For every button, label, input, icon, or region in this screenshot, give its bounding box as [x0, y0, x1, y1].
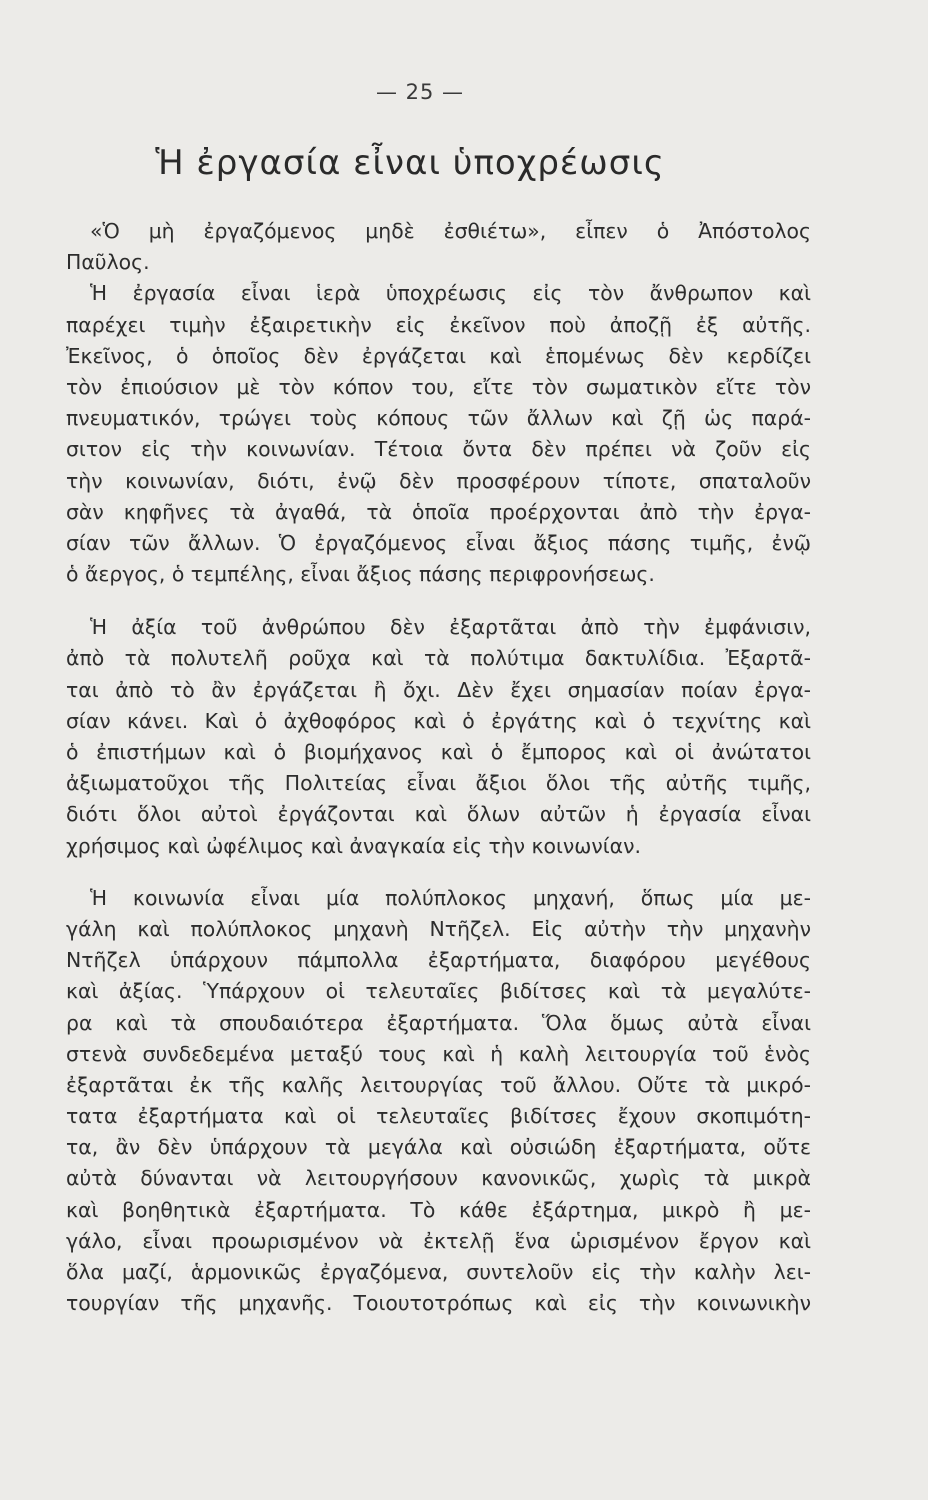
text-line: σίαν τῶν ἄλλων. Ὁ ἐργαζόμενος εἶναι ἄξιος πάσης τιμῆς, ἐνῷ	[66, 530, 811, 555]
paragraph-1	[66, 216, 811, 278]
body-text	[66, 216, 811, 1319]
page-number: — 25 —	[375, 80, 465, 104]
text-line: τὴν κοινωνίαν, διότι, ἐνῷ δὲν προσφέρουν τίποτε, σπαταλοῦν	[66, 468, 811, 493]
paragraph-gap	[66, 862, 811, 883]
text-line: σίαν κάνει. Καὶ ὁ ἀχθοφόρος καὶ ὁ ἐργάτης καὶ ὁ τεχνίτης καὶ	[66, 708, 811, 733]
text-line: Ἡ ἐργασία εἶναι ἱερὰ ὑποχρέωσις εἰς τὸν ἄνθρωπον καὶ	[90, 281, 811, 306]
text-line: ὅλα μαζί, ἁρμονικῶς ἐργαζόμενα, συντελοῦν εἰς τὴν καλὴν λει-	[66, 1260, 811, 1284]
text-line: καὶ βοηθητικὰ ἐξαρτήματα. Τὸ κάθε ἐξάρτημα, μικρὸ ἢ με-	[66, 1197, 811, 1222]
text-line: τατα ἐξαρτήματα καὶ οἱ τελευταῖες βιδίτσες ἔχουν σκοπιμότη-	[66, 1104, 811, 1129]
text-line: διότι ὅλοι αὐτοὶ ἐργάζονται καὶ ὅλων αὐτῶν ἡ ἐργασία εἶναι	[66, 802, 811, 827]
text-line: τουργίαν τῆς μηχανῆς. Τοιουτοτρόπως καὶ εἰς τὴν κοινωνικὴν	[66, 1291, 811, 1316]
text-line: σὰν κηφῆνες τὰ ἀγαθά, τὰ ὁποῖα προέρχονται ἀπὸ τὴν ἐργα-	[66, 499, 811, 524]
chapter-heading: Ἡ ἐργασία εἶναι ὑποχρέωσις	[155, 143, 665, 183]
text-line: ρα καὶ τὰ σπουδαιότερα ἐξαρτήματα. Ὅλα ὅμως αὐτὰ εἶναι	[66, 1010, 811, 1035]
text-line: Ἡ ἀξία τοῦ ἀνθρώπου δὲν ἐξαρτᾶται ἀπὸ τὴν ἐμφάνισιν,	[90, 615, 811, 640]
paragraph-3	[66, 612, 811, 862]
text-line: τὸν ἐπιούσιον μὲ τὸν κόπον του, εἴτε τὸν σωματικὸν εἴτε τὸν	[66, 374, 811, 399]
text-line: Ἐκεῖνος, ὁ ὁποῖος δὲν ἐργάζεται καὶ ἑπομένως δὲν κερδίζει	[66, 343, 811, 368]
text-line: «Ὁ μὴ ἐργαζόμενος μηδὲ ἐσθιέτω», εἶπεν ὁ Ἀπόστολος	[90, 219, 811, 243]
text-line: ὁ ἐπιστήμων καὶ ὁ βιομήχανος καὶ ὁ ἔμπορος καὶ οἱ ἀνώτατοι	[66, 740, 811, 764]
text-line: τα, ἂν δὲν ὑπάρχουν τὰ μεγάλα καὶ οὐσιώδη ἐξαρτήματα, οὔτε	[66, 1135, 811, 1160]
text-line: ὁ ἄεργος, ὁ τεμπέλης, εἶναι ἄξιος πάσης περιφρονήσεως.	[66, 562, 655, 587]
text-line: χρήσιμος καὶ ὠφέλιμος καὶ ἀναγκαία εἰς τὴν κοινωνίαν.	[66, 833, 641, 858]
text-line: σιτον εἰς τὴν κοινωνίαν. Τέτοια ὄντα δὲν πρέπει νὰ ζοῦν εἰς	[66, 437, 811, 462]
paragraph-4	[66, 883, 811, 1320]
text-line: γάλο, εἶναι προωρισμένον νὰ ἐκτελῇ ἕνα ὡρισμένον ἔργον καὶ	[66, 1228, 811, 1253]
text-line: καὶ ἀξίας. Ὑπάρχουν οἱ τελευταῖες βιδίτσες καὶ τὰ μεγαλύτε-	[66, 979, 811, 1004]
paragraph-2	[66, 278, 811, 590]
text-line: Παῦλος.	[66, 250, 150, 275]
text-line: πνευματικόν, τρώγει τοὺς κόπους τῶν ἄλλων καὶ ζῇ ὡς παρά-	[66, 406, 811, 431]
text-line: γάλη καὶ πολύπλοκος μηχανὴ Ντῆζελ. Εἰς αὐτὴν τὴν μηχανὴν	[66, 916, 811, 941]
text-line: αὐτὰ δύνανται νὰ λειτουργήσουν κανονικῶς, χωρὶς τὰ μικρὰ	[66, 1166, 811, 1191]
paragraph-gap	[66, 590, 811, 612]
text-line: ἀπὸ τὰ πολυτελῆ ροῦχα καὶ τὰ πολύτιμα δακτυλίδια. Ἐξαρτᾶ-	[66, 646, 811, 671]
text-line: ται ἀπὸ τὸ ἂν ἐργάζεται ἢ ὄχι. Δὲν ἔχει σημασίαν ποίαν ἐργα-	[66, 677, 811, 702]
text-line: στενὰ συνδεδεμένα μεταξύ τους καὶ ἡ καλὴ λειτουργία τοῦ ἑνὸς	[66, 1041, 811, 1066]
text-line: ἀξιωματοῦχοι τῆς Πολιτείας εἶναι ἄξιοι ὅλοι τῆς αὐτῆς τιμῆς,	[66, 771, 811, 796]
text-line: ἐξαρτᾶται ἐκ τῆς καλῆς λειτουργίας τοῦ ἄλλου. Οὔτε τὰ μικρό-	[66, 1072, 811, 1097]
text-line: Ἡ κοινωνία εἶναι μία πολύπλοκος μηχανή, ὅπως μία με-	[90, 885, 811, 910]
text-line: Ντῆζελ ὑπάρχουν πάμπολλα ἐξαρτήματα, διαφόρου μεγέθους	[66, 948, 811, 973]
text-line: παρέχει τιμὴν ἐξαιρετικὴν εἰς ἐκεῖνον ποὺ ἀποζῇ ἐξ αὐτῆς.	[66, 312, 811, 337]
